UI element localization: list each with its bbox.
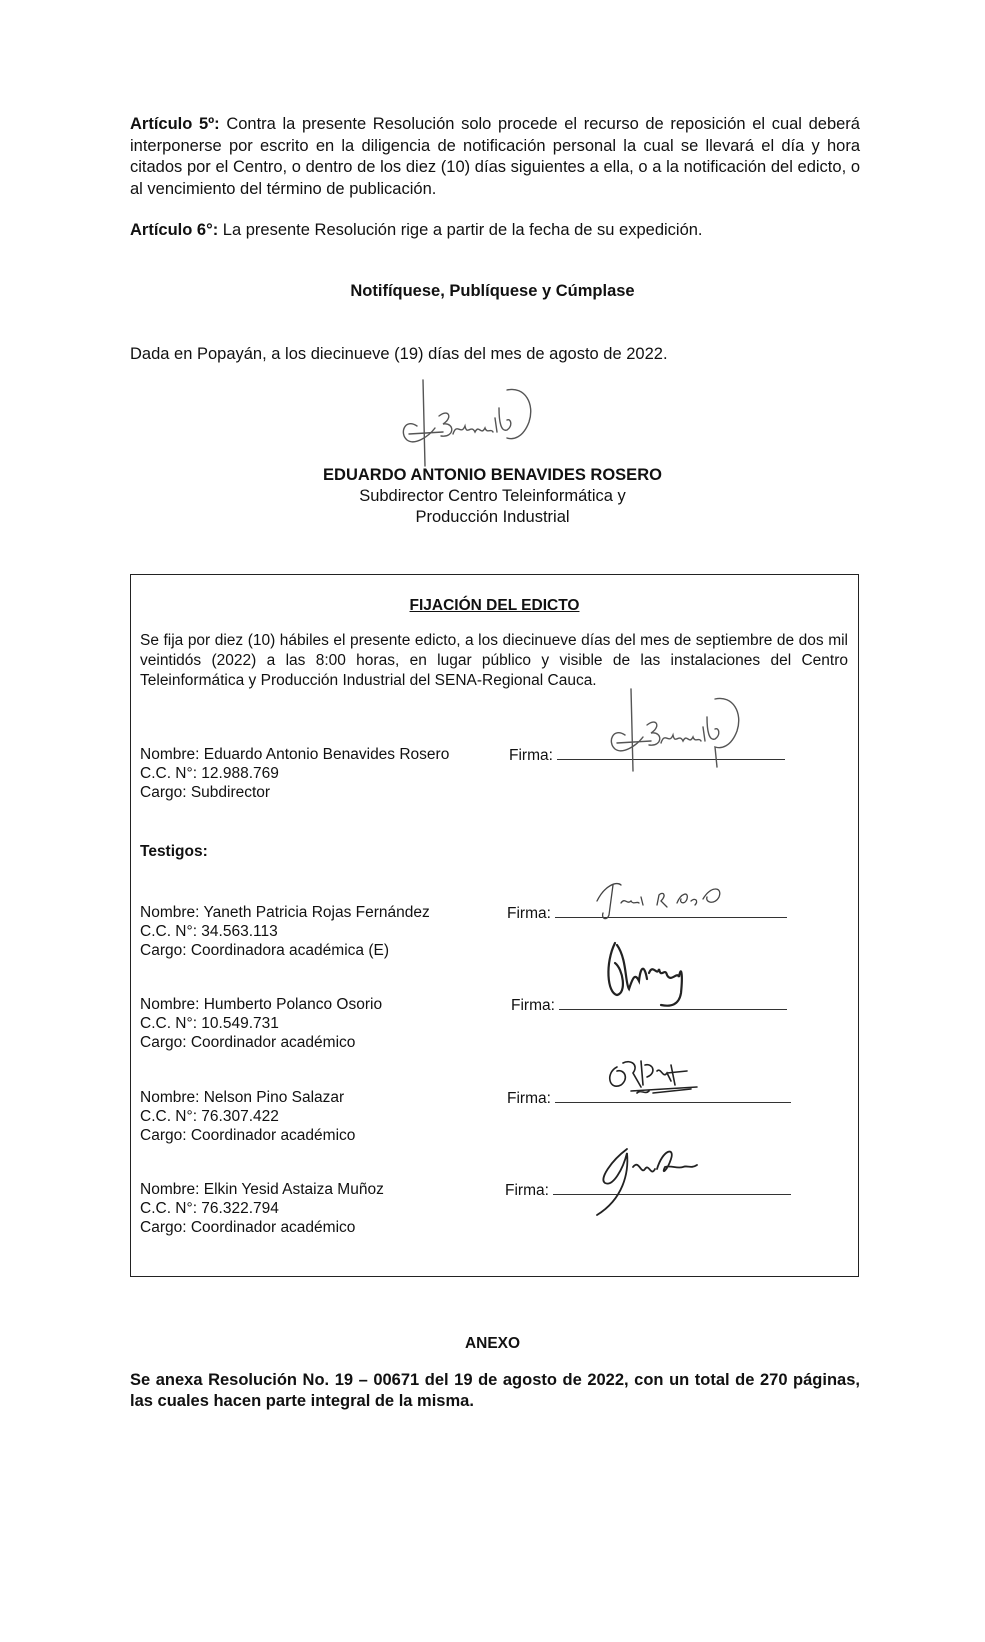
person-cc: C.C. N°: 12.988.769 <box>140 765 279 782</box>
signature-image <box>591 875 741 925</box>
person-witness <box>140 1088 355 1145</box>
firma-label: Firma: <box>511 997 555 1014</box>
edicto-title: FIJACIÓN DEL EDICTO <box>409 597 580 614</box>
articulo-6 <box>130 220 860 242</box>
signatory-title-line-1: Subdirector Centro Teleinformática y <box>359 487 626 505</box>
edicto-box <box>130 574 859 1277</box>
signatory-name: EDUARDO ANTONIO BENAVIDES ROSERO <box>323 466 662 484</box>
firma-label: Firma: <box>507 905 551 922</box>
person-cc: C.C. N°: 76.322.794 <box>140 1200 279 1217</box>
signatory-title-line-2: Producción Industrial <box>415 508 570 526</box>
person-witness <box>140 1180 384 1237</box>
articulo-6-text: La presente Resolución rige a partir de la fecha de su expedición. <box>222 221 703 239</box>
person-cargo: Cargo: Coordinador académico <box>140 1219 356 1236</box>
firma-label: Firma: <box>507 1090 551 1107</box>
articulo-5-label: Artículo 5º: <box>130 115 220 133</box>
person-cc: C.C. N°: 10.549.731 <box>140 1015 279 1032</box>
person-name: Nombre: Elkin Yesid Astaiza Muñoz <box>140 1181 384 1198</box>
firma-label: Firma: <box>505 1182 549 1199</box>
edicto-text: Se fija por diez (10) hábiles el presente edicto, a los diecinueve días del mes de septiembre de dos mil veintidós (2022) a las 8:00 horas, en lugar público y visible de las instalaciones del Centro Teleinformática y Producción Industrial del SENA-Regional Cauca. <box>140 632 848 689</box>
signature-image <box>593 1139 713 1219</box>
person-cargo: Cargo: Coordinadora académica (E) <box>140 942 389 959</box>
anexo-title: ANEXO <box>464 1335 521 1352</box>
person-name: Nombre: Humberto Polanco Osorio <box>140 996 383 1013</box>
testigos-label: Testigos: <box>140 843 208 860</box>
person-cc: C.C. N°: 76.307.422 <box>140 1108 279 1125</box>
firma-label: Firma: <box>509 747 553 764</box>
person-subdirector <box>140 745 449 802</box>
person-name: Nombre: Eduardo Antonio Benavides Rosero <box>140 746 450 763</box>
signature-image <box>603 687 763 773</box>
signature-image <box>395 378 555 468</box>
closing-formula: Notifíquese, Publíquese y Cúmplase <box>350 282 635 300</box>
person-cargo: Cargo: Coordinador académico <box>140 1034 356 1051</box>
articulo-6-label: Artículo 6°: <box>130 221 219 239</box>
person-cargo: Cargo: Coordinador académico <box>140 1127 356 1144</box>
person-cc: C.C. N°: 34.563.113 <box>140 923 278 940</box>
person-witness <box>140 903 430 960</box>
person-cargo: Cargo: Subdirector <box>140 784 271 801</box>
person-name: Nombre: Nelson Pino Salazar <box>140 1089 345 1106</box>
articulo-5-text: Contra la presente Resolución solo procede el recurso de reposición el cual deberá interponerse por escrito en la diligencia de notificación personal la cual se llevará el día y hora citados por el Centro, o dentro de los diez (10) días siguientes a ella, o a la notificación del edicto, o al vencimiento del término de publicación. <box>130 115 860 198</box>
signature-image <box>601 1051 711 1111</box>
anexo-text: Se anexa Resolución No. 19 – 00671 del 19 de agosto de 2022, con un total de 270 páginas, las cuales hacen parte integral de la misma. <box>130 1371 860 1410</box>
signature-image <box>601 933 701 1013</box>
person-name: Nombre: Yaneth Patricia Rojas Fernández <box>140 904 430 921</box>
person-witness <box>140 995 382 1052</box>
articulo-5 <box>130 114 860 200</box>
dada-en: Dada en Popayán, a los diecinueve (19) días del mes de agosto de 2022. <box>130 345 668 363</box>
